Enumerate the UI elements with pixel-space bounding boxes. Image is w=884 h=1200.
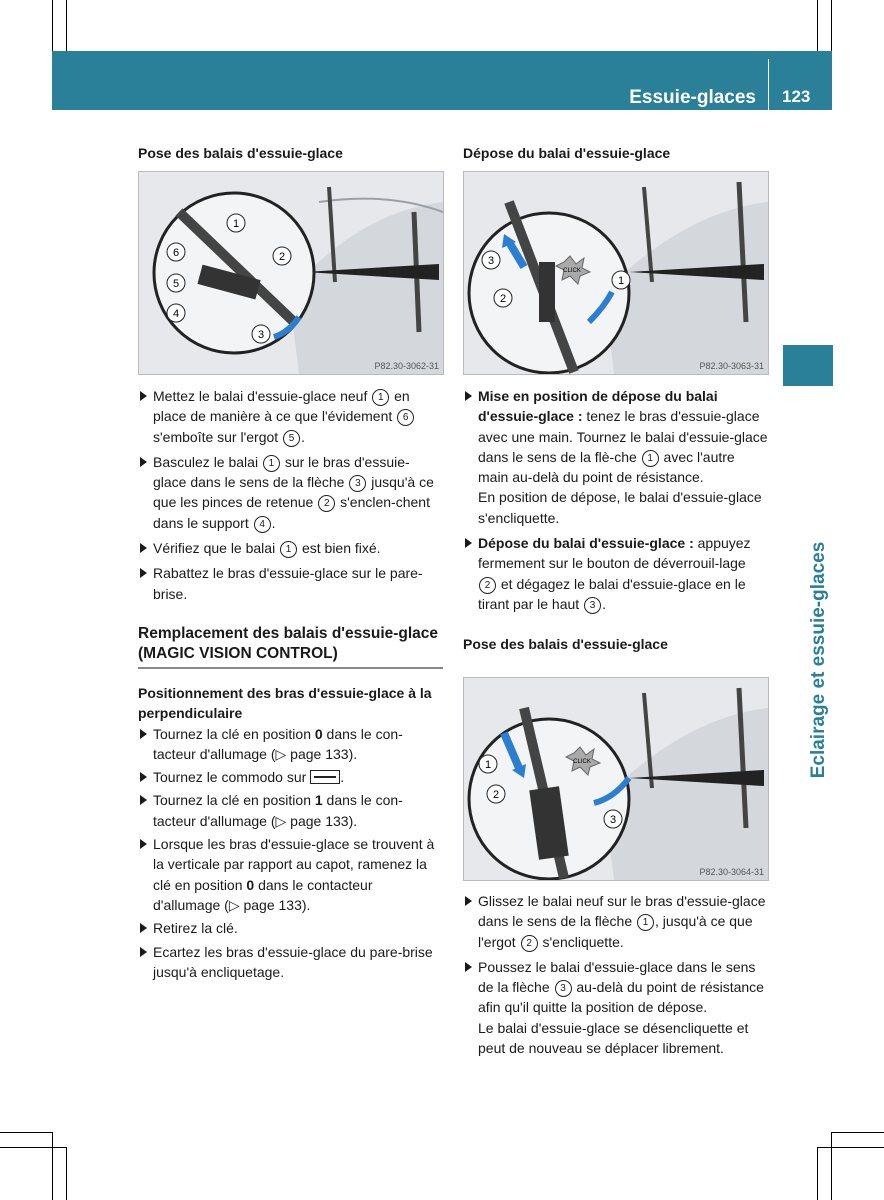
callout-ref: 2	[479, 577, 496, 594]
figure-id: P82.30-3062-31	[374, 361, 439, 371]
callout-3: 3	[487, 255, 495, 267]
step-item: Dépose du balai d'essuie-glace : appuyez fermement sur le bouton de déverrouil-lage 2 et dégagez le balai d'essuie-glace en le tirant par le haut 3 .	[463, 533, 768, 614]
section-heading: Remplacement des balais d'essuie-glace (MAGIC VISION CONTROL)	[138, 624, 443, 669]
callout-ref: 4	[254, 516, 271, 533]
page-number: 123	[782, 87, 811, 106]
crop-mark	[817, 0, 818, 52]
chapter-title: Eclairage et essuie-glaces	[808, 541, 829, 779]
step-item: Glissez le balai neuf sur le bras d'essuie-glace dans le sens de la flèche 1 , jusqu'à ce que l'ergot 2 s'encliquette.	[463, 891, 768, 952]
step-item: Rabattez le bras d'essuie-glace sur le pare-brise.	[138, 563, 443, 604]
right-column-text-2	[463, 891, 768, 1058]
crop-mark	[818, 1147, 884, 1148]
callout-2: 2	[499, 293, 507, 305]
switch-position-icon	[310, 770, 340, 784]
crop-mark	[66, 0, 67, 52]
callout-6: 6	[172, 247, 180, 259]
step-item: Basculez le balai 1 sur le bras d'essuie-glace dans le sens de la flèche 3 jusqu'à ce que les pinces de retenue 2 s'enclen-chent dans le support 4 .	[138, 452, 443, 533]
right-column	[463, 143, 768, 163]
callout-1: 1	[232, 218, 240, 230]
step-item: Mettez le balai d'essuie-glace neuf 1 en place de manière à ce que l'évidement 6 s'emboîte sur l'ergot 5 .	[138, 386, 443, 447]
callout-ref: 3	[349, 475, 366, 492]
callout-2: 2	[278, 251, 286, 263]
callout-ref: 1	[642, 450, 659, 467]
section-title: Pose des balais d'essuie-glace	[138, 145, 343, 161]
click-label: CLICK	[563, 268, 581, 274]
figure-id: P82.30-3064-31	[699, 867, 764, 877]
click-label: CLICK	[573, 759, 591, 765]
crop-mark	[831, 0, 832, 52]
callout-ref: 1	[263, 455, 280, 472]
section-title: Pose des balais d'essuie-glace	[463, 636, 668, 653]
figure-wiper-removal	[463, 171, 769, 375]
callout-ref: 3	[584, 597, 601, 614]
callout-ref: 3	[555, 980, 572, 997]
crop-mark	[52, 0, 53, 52]
left-column-text	[138, 386, 443, 982]
step-item: Ecartez les bras d'essuie-glace du pare-brise jusqu'à encliquetage.	[138, 942, 443, 983]
right-column-text	[463, 386, 768, 655]
step-item: Tournez le commodo sur .	[138, 767, 443, 787]
page-header	[52, 51, 832, 110]
callout-ref: 1	[372, 389, 389, 406]
wiper-illustration	[464, 172, 768, 374]
figure-wiper-install	[138, 171, 444, 375]
callout-3: 3	[257, 329, 265, 341]
callout-ref: 2	[318, 495, 335, 512]
callout-4: 4	[172, 308, 180, 320]
step-note: En position de dépose, le balai d'essuie-glace s'encliquette.	[478, 489, 762, 526]
callout-ref: 6	[397, 409, 414, 426]
callout-1: 1	[484, 759, 492, 771]
header-divider	[768, 59, 769, 110]
callout-ref: 2	[521, 935, 538, 952]
step-item: Tournez la clé en position 0 dans le con-tacteur d'allumage (▷ page 133).	[138, 724, 443, 765]
crop-mark	[66, 1147, 67, 1200]
callout-ref: 1	[637, 914, 654, 931]
chapter-tab	[783, 345, 833, 386]
step-note: Le balai d'essuie-glace se désencliquette et peut de nouveau se déplacer librement.	[478, 1019, 749, 1057]
callout-ref: 5	[283, 430, 300, 447]
callout-ref: 1	[280, 541, 297, 558]
step-item: Mise en position de dépose du balai d'essuie-glace : tenez le bras d'essuie-glace avec une main. Tournez le balai d'essuie-glace dans le sens de la flè-che 1 avec l'autre main au-delà du point de résistance.	[463, 386, 768, 487]
step-item: Lorsque les bras d'essuie-glace se trouvent à la verticale par rapport au capot, ramenez la clé en position 0 dans le contacteur d'allumage (▷ page 133).	[138, 834, 443, 915]
callout-3: 3	[609, 814, 617, 826]
figure-wiper-refit	[463, 677, 769, 881]
crop-mark	[0, 1132, 52, 1133]
step-item: Retirez la clé.	[138, 918, 443, 938]
left-column	[138, 143, 443, 163]
callout-1: 1	[617, 275, 625, 287]
wiper-illustration	[139, 172, 443, 374]
step-item: Tournez la clé en position 1 dans le con-tacteur d'allumage (▷ page 133).	[138, 790, 443, 831]
figure-id: P82.30-3063-31	[699, 361, 764, 371]
step-item: Poussez le balai d'essuie-glace dans le sens de la flèche 3 au-delà du point de résistance afin qu'il quitte la position de dépose.	[463, 957, 768, 1018]
section-title: Dépose du balai d'essuie-glace	[463, 145, 671, 161]
crop-mark	[832, 1132, 884, 1133]
step-item: Vérifiez que le balai 1 est bien fixé.	[138, 538, 443, 558]
callout-5: 5	[172, 278, 180, 290]
crop-mark	[831, 1132, 832, 1200]
crop-mark	[0, 1147, 66, 1148]
header-title: Essuie-glaces	[629, 87, 756, 108]
crop-mark	[52, 1132, 53, 1200]
wiper-illustration	[464, 678, 768, 880]
callout-2: 2	[492, 789, 500, 801]
crop-mark	[817, 1147, 818, 1200]
subsection-title: Positionnement des bras d'essuie-glace à la perpendiculaire	[138, 684, 432, 722]
